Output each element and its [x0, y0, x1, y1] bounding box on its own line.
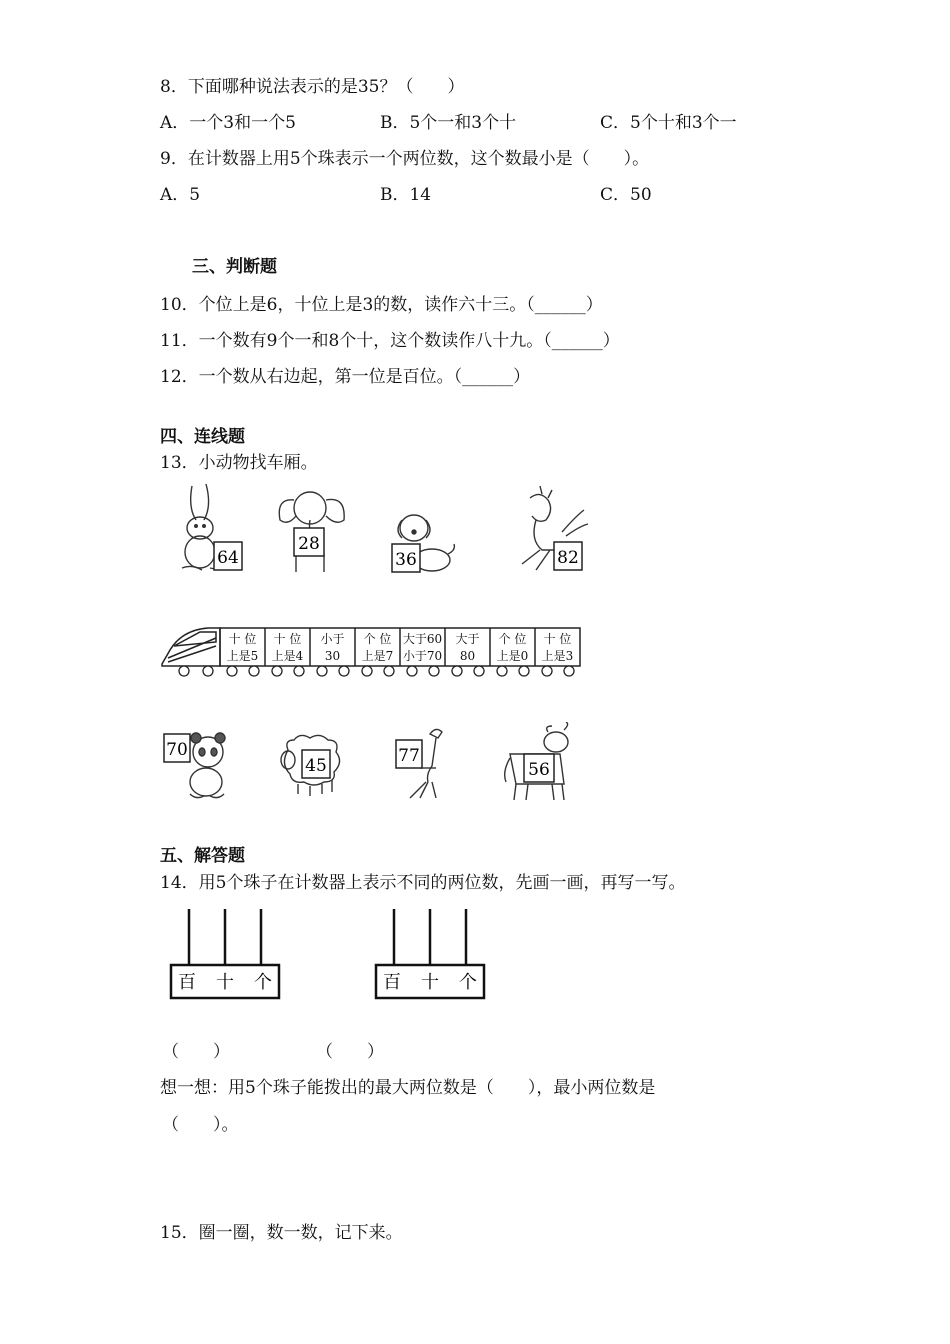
- think-text: 想一想：用5个珠子能拨出的最大两位数是（ ），最小两位数是: [160, 1078, 656, 1098]
- train-car-1-line2: 上是5: [226, 649, 259, 663]
- q11-text: 11．一个数有9个一和8个十，这个数读作八十九。（______）: [160, 331, 620, 351]
- top-animals-figure: [170, 480, 610, 580]
- train-figure: [160, 620, 590, 680]
- panda-number: 70: [166, 740, 188, 760]
- train-car-2-line1: 十 位: [273, 632, 302, 646]
- abacus-2-label-tens: 十: [421, 972, 439, 993]
- rabbit-number: 64: [217, 548, 239, 568]
- q9-option-b[interactable]: B．14: [380, 185, 432, 205]
- q13-text: 13．小动物找车厢。: [160, 453, 318, 473]
- train-engine-icon: [162, 628, 220, 666]
- horse-number: 82: [557, 548, 579, 568]
- q8-option-c[interactable]: C．5个十和3个一: [600, 113, 737, 133]
- section-3-title: 三、判断题: [192, 257, 277, 277]
- section-4-title: 四、连线题: [160, 427, 245, 447]
- cow-number: 56: [528, 760, 550, 780]
- abacus-2-label-ones: 个: [459, 972, 477, 993]
- train-car-5-line2: 小于70: [402, 649, 443, 663]
- q9-option-c[interactable]: C．50: [600, 185, 652, 205]
- abacus-1[interactable]: [165, 905, 285, 1005]
- train-car-5-line1: 大于60: [402, 632, 443, 646]
- train-car-2-line2: 上是4: [271, 649, 304, 663]
- abacus-1-label-hundreds: 百: [178, 972, 196, 993]
- q14-text: 14．用5个珠子在计数器上表示不同的两位数，先画一画，再写一写。: [160, 873, 686, 893]
- train-car-4-line1: 个 位: [363, 632, 392, 646]
- q9-stem: 9．在计数器上用5个珠表示一个两位数，这个数最小是（ ）。: [160, 149, 650, 169]
- q15-text: 15．圈一圈，数一数，记下来。: [160, 1223, 403, 1243]
- q9-option-a[interactable]: A．5: [160, 185, 201, 205]
- dog-number: 36: [395, 550, 417, 570]
- sheep-number: 45: [305, 756, 327, 776]
- q10-text: 10．个位上是6，十位上是3的数，读作六十三。（______）: [160, 295, 603, 315]
- train-car-3-line2: 30: [324, 649, 341, 663]
- train-car-1-line1: 十 位: [228, 632, 257, 646]
- train-car-8-line2: 上是3: [541, 649, 574, 663]
- abacus-1-label-ones: 个: [254, 972, 272, 993]
- abacus-2-label-hundreds: 百: [383, 972, 401, 993]
- q8-option-b[interactable]: B．5个一和3个十: [380, 113, 517, 133]
- answer-blank-1[interactable]: （ ）: [162, 1042, 230, 1062]
- q8-stem: 8．下面哪种说法表示的是35？（ ）: [160, 77, 465, 97]
- answer-blank-2[interactable]: （ ）: [316, 1042, 384, 1062]
- q8-option-a[interactable]: A．一个3和一个5: [160, 113, 296, 133]
- train-car-8-line1: 十 位: [543, 632, 572, 646]
- abacus-2[interactable]: [370, 905, 490, 1005]
- giraffe-number: 77: [398, 746, 420, 766]
- bottom-animals-figure: [160, 722, 590, 804]
- train-wheels: [179, 666, 574, 676]
- train-car-7-line2: 上是0: [496, 649, 529, 663]
- elephant-number: 28: [298, 534, 320, 554]
- think-text-2: （ ）。: [162, 1115, 239, 1135]
- panda-icon: [190, 733, 225, 798]
- train-car-3-line1: 小于: [320, 632, 345, 646]
- q12-text: 12．一个数从右边起，第一位是百位。（______）: [160, 367, 531, 387]
- section-5-title: 五、解答题: [160, 846, 245, 866]
- abacus-1-label-tens: 十: [216, 972, 234, 993]
- train-car-6-line2: 80: [459, 649, 476, 663]
- train-car-6-line1: 大于: [455, 632, 480, 646]
- train-car-7-line1: 个 位: [498, 632, 527, 646]
- train-car-4-line2: 上是7: [361, 649, 394, 663]
